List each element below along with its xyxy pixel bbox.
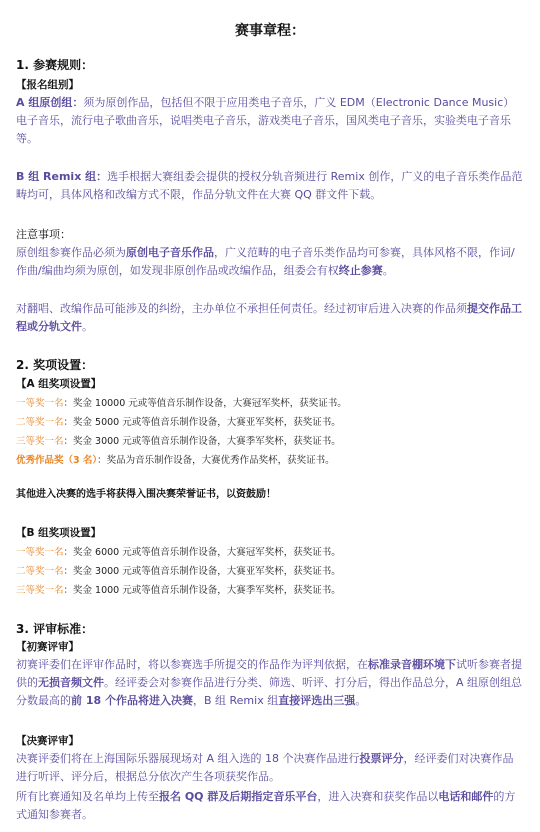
group-b-paragraph	[16, 168, 524, 204]
prize-text: ：奖金 10000 元或等值音乐制作设备，大赛冠军奖杯，获奖证书。	[63, 398, 347, 409]
group-a-label: A 组原创组：	[16, 96, 84, 109]
prize-label: 二等奖一名	[16, 566, 64, 577]
prize-text: ：奖金 6000 元或等值音乐制作设备，大赛冠军奖杯，获奖证书。	[63, 547, 341, 558]
prize-label: 一等奖一名	[16, 547, 64, 558]
prize-text: ：奖品为音乐制作设备，大赛优秀作品奖杯，获奖证书。	[97, 455, 335, 466]
prize-text: ：奖金 3000 元或等值音乐制作设备，大赛季军奖杯，获奖证书。	[63, 436, 341, 447]
disclaimer-paragraph	[16, 300, 524, 336]
disclaimer-text-2: 。	[82, 320, 93, 333]
section-2-heading: 2. 奖项设置：	[16, 358, 94, 372]
section-3-heading: 3. 评审标准：	[16, 622, 94, 636]
signup-groups-title: 【报名组别】	[16, 79, 79, 91]
prize-text: ：奖金 1000 元或等值音乐制作设备，大赛季军奖杯，获奖证书。	[63, 585, 341, 596]
notes-text-2: ，广义范畴的电子音乐类作品均可参赛，具体风格不限，作词/作曲/编曲均须为原创，如发现非原创作品或改编作品，组委会有权	[16, 246, 515, 277]
prize-text: ：奖金 5000 元或等值音乐制作设备，大赛亚军奖杯，获奖证书。	[63, 417, 341, 428]
group-a-prize-list	[16, 394, 524, 470]
first-text-2: 试听参赛者提供的	[16, 658, 522, 689]
prize-item	[16, 562, 524, 581]
finalist-note: 其他进入决赛的选手将获得入围决赛荣誉证书，以资鼓励！	[16, 489, 276, 500]
final-round-paragraph	[16, 750, 524, 786]
group-a-prizes-title: 【A 组奖项设置】	[16, 378, 102, 390]
prize-label: 优秀作品奖（3 名）	[16, 455, 98, 466]
group-b-prize-list	[16, 543, 524, 600]
first-text-1: 初赛评委们在评审作品时，将以参赛选手所提交的作品作为评判依据，在	[16, 658, 368, 671]
notify-emph-1: 报名 QQ 群及后期指定音乐平台	[159, 790, 318, 803]
prize-item	[16, 432, 524, 451]
notes-text-3: 。	[382, 264, 394, 277]
final-text-1: 决赛评委们将在上海国际乐器展现场对 A 组入选的 18 个决赛作品进行	[16, 752, 360, 765]
notification-paragraph	[16, 788, 524, 824]
notes-paragraph	[16, 244, 524, 280]
group-a-text: 须为原创作品，包括但不限于应用类电子音乐，广义 EDM（Electronic Dance Music）电子音乐，流行电子歌曲音乐，说唱类电子音乐，游戏类电子音乐，国风类电子音乐，实验类电子音乐等。	[16, 96, 515, 145]
page-title: 赛事章程：	[235, 23, 305, 39]
group-b-text: 选手根据大赛组委会提供的授权分轨音频进行 Remix 创作，广义的电子音乐类作品范畴均可，具体风格和改编方式不限，作品分轨文件在大赛 QQ 群文件下载。	[16, 170, 523, 201]
notify-text-3: 的方式通知参赛者。	[16, 790, 516, 821]
notes-emph-2: 终止参赛	[338, 264, 383, 277]
prize-label: 三等奖一名	[16, 585, 64, 596]
prize-item	[16, 413, 524, 432]
notify-text-2: ，进入决赛和获奖作品以	[317, 790, 439, 803]
first-text-5: 。	[355, 694, 367, 707]
disclaimer-text-1: 对翻唱、改编作品可能涉及的纠纷，主办单位不承担任何责任。经过初审后进入决赛的作品须	[16, 302, 467, 315]
final-emph-1: 投票评分	[359, 752, 404, 765]
first-emph-2: 无损音频文件	[38, 676, 104, 689]
final-round-title: 【决赛评审】	[16, 735, 79, 747]
first-round-title: 【初赛评审】	[16, 641, 79, 653]
first-emph-3: 前 18 个作品将进入决赛	[71, 694, 193, 707]
notify-text-1: 所有比赛通知及名单均上传至	[16, 790, 159, 803]
prize-item	[16, 581, 524, 600]
first-emph-4: 直接评选出三强	[278, 694, 356, 707]
notes-title: 注意事项：	[16, 228, 71, 241]
prize-label: 二等奖一名	[16, 417, 64, 428]
prize-label: 一等奖一名	[16, 398, 64, 409]
first-text-3: 。经评委会对参赛作品进行分类、筛选、听评、打分后，得出作品总分，A 组原创组总分数最高的	[16, 676, 523, 707]
notes-text-1: 原创组参赛作品必须为	[16, 246, 126, 259]
first-emph-1: 标准录音棚环境下	[368, 658, 456, 671]
prize-item	[16, 543, 524, 562]
final-text-2: ，经评委们对决赛作品进行听评、评分后，根据总分依次产生各项获奖作品。	[16, 752, 514, 783]
prize-item	[16, 451, 524, 470]
group-b-prizes-title: 【B 组奖项设置】	[16, 527, 102, 539]
first-text-4: ，B 组 Remix 组	[192, 694, 279, 707]
prize-item	[16, 394, 524, 413]
first-round-paragraph	[16, 656, 524, 710]
group-b-label: B 组 Remix 组：	[16, 170, 108, 183]
notify-emph-2: 电话和邮件	[438, 790, 494, 803]
group-a-paragraph	[16, 94, 524, 148]
prize-text: ：奖金 3000 元或等值音乐制作设备，大赛亚军奖杯，获奖证书。	[63, 566, 341, 577]
disclaimer-emph: 提交作品工程或分轨文件	[16, 302, 522, 333]
prize-label: 三等奖一名	[16, 436, 64, 447]
notes-emph-1: 原创电子音乐作品	[126, 246, 214, 259]
section-1-heading: 1. 参赛规则：	[16, 58, 94, 72]
